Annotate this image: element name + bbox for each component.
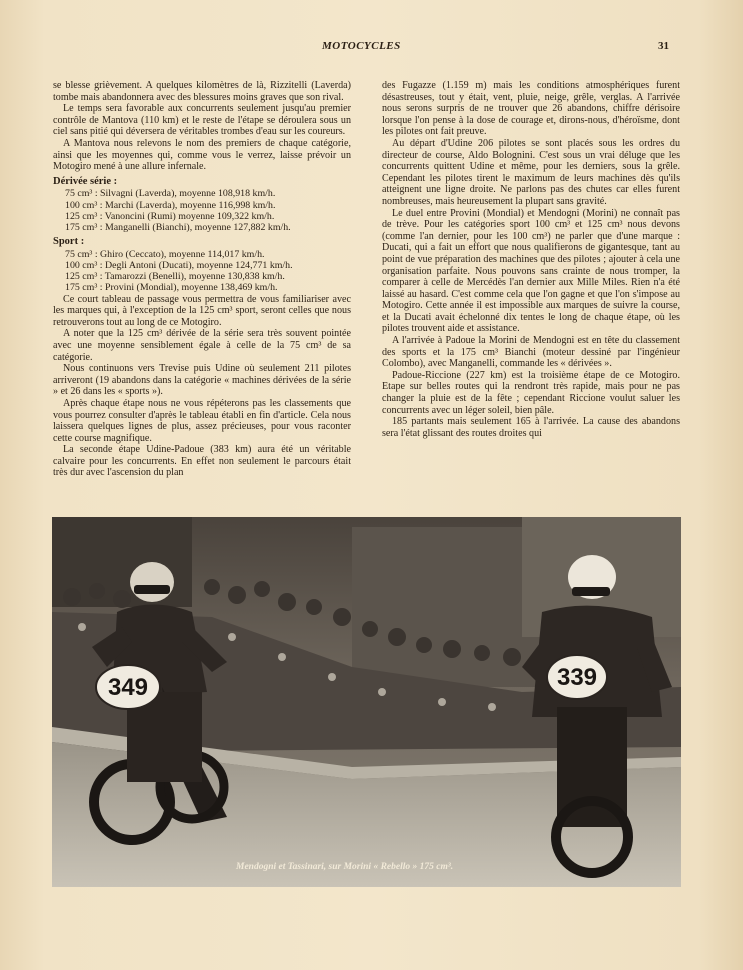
- paragraph: A noter que la 125 cm³ dérivée de la série sera très souvent pointée avec une moyenne sensiblement égale à celle de la 75 cm³ de sa catégorie.: [53, 328, 351, 363]
- paragraph: A Mantova nous relevons le nom des premiers de chaque catégorie, ainsi que les moyennes qui, comme vous le verrez, laisse prévoir un Motogiro mené à une allure infernale.: [53, 137, 351, 173]
- race-number-right: 339: [556, 664, 598, 691]
- magazine-title: MOTOCYCLES: [322, 40, 401, 52]
- paragraph: 185 partants mais seulement 165 à l'arrivée. La cause des abandons sera l'état glissant des routes droites qui: [382, 416, 680, 439]
- paragraph: Le duel entre Provini (Mondial) et Mendogni (Morini) ne connaît pas de trève. Pour les catégories sport 100 cm³ et 125 cm³ nous devons (comme l'an dernier, pour les 100 cm³) ne parler que d'une marque : Ducati, qui a fait un effort que nous qualifierons de gigantesque, tant au point de vue préparation des machines que des pilotes ; ajouter à cela une organisation parfaite. Nous pouvons sans crainte de nous tromper, la comparer à celle de Mercédès l'an dernier aux Mille Miles. Rien n'a été laissé au hasard. C'est comme cela que l'on gagne et que l'on s'impose au Motogiro. Cette année il est impossible aux marques de suivre la course, et la Ducati avait échelonné dix tentes le long de chaque étape, où les pilotes trouvent aide et assistance.: [382, 207, 680, 335]
- result-line: 75 cm³ : Ghiro (Ceccato), moyenne 114,017 km/h.: [65, 248, 265, 260]
- paragraph: Padoue-Riccione (227 km) est la troisième étape de ce Motogiro. Etape sur belles routes qui la rendront très rapide, mais pour ne pas changer la pluie est de la fête ; cependant Riccione voulut saluer les concurrents avec un léger soleil, bien pâle.: [382, 369, 680, 416]
- paragraph: Le temps sera favorable aux concurrents seulement jusqu'au premier contrôle de Mantova (110 km) et le reste de l'étape se déroulera sous un ciel sans pitié qui déversera de véritables trombes d'eau sur les coureurs.: [53, 103, 351, 138]
- paragraph: se blesse grièvement. A quelques kilomètres de là, Rizzitelli (Laverda) tombe mais abandonnera avec des blessures moins graves que son rival.: [53, 80, 351, 103]
- page-number: 31: [658, 40, 669, 52]
- running-head: [0, 40, 743, 54]
- race-photo: [52, 517, 681, 887]
- paragraph: La seconde étape Udine-Padoue (383 km) aura été un véritable calvaire pour les concurrents. En effet non seulement le parcours était très dur avec l'ascension du plan: [53, 444, 351, 479]
- paragraph: Ce court tableau de passage vous permettra de vous familiariser avec les marques qui, à l'exception de la 125 cm³ sport, seront celles que nous retrouverons tout au long de ce Motogiro.: [53, 293, 351, 328]
- result-line: 175 cm³ : Provini (Mondial), moyenne 138,469 km/h.: [65, 282, 278, 294]
- paragraph: Au départ d'Udine 206 pilotes se sont placés sous les ordres du directeur de course, Aldo Bolognini. C'est sous un vrai déluge que les concurrents quittent Udine et même, pour les derniers, sous la grêle. Cependant les pilotes tirent le maximum de leurs machines dès qu'ils atteignent une ligne droite. Ne parlons pas des chutes car elles furent nombreuses, mais heureusement la plupart sans gravité.: [382, 137, 680, 207]
- derivee-heading: Dérivée série :: [53, 175, 118, 187]
- paragraph: Nous continuons vers Trevise puis Udine où seulement 211 pilotes arriveront (19 abandons dans la catégorie « machines dérivées de la série » et 26 dans les « sports »).: [53, 363, 351, 398]
- result-line: 75 cm³ : Silvagni (Laverda), moyenne 108,918 km/h.: [65, 188, 276, 200]
- sport-heading: Sport :: [53, 236, 85, 248]
- result-line: 100 cm³ : Marchi (Laverda), moyenne 116,998 km/h.: [65, 199, 276, 211]
- race-number-left: 349: [107, 674, 149, 701]
- paragraph: A l'arrivée à Padoue la Morini de Mendogni est en tête du classement des sports et la 175 cm³ Bianchi (moteur dessiné par l'ingénieur Colombo), avec Manganelli, commande les « dérivées ».: [382, 335, 680, 370]
- result-line: 100 cm³ : Degli Antoni (Ducati), moyenne 124,771 km/h.: [65, 259, 293, 271]
- right-column: [382, 80, 680, 439]
- paragraph: des Fugazze (1.159 m) mais les conditions atmosphériques furent désastreuses, tout y était, vent, pluie, neige, grêle, verglas. A l'arrivée nous serons surpris de ne trouver que 26 abandons, chiffre dérisoire lorsque l'on pense à la dose de courage et, dirons-nous, d'héroïsme, dont les pilotes ont fait preuve.: [382, 80, 680, 138]
- race-photo-illustration: [52, 517, 681, 887]
- paragraph: Après chaque étape nous ne vous répéterons pas les classements que vous pourrez consulter d'après le tableau établi en fin d'article. Cela nous laissera quelques lignes de plus, assez précieuses, pour vous raconter cette course magnifique.: [53, 397, 351, 444]
- left-column: [53, 80, 351, 479]
- result-line: 125 cm³ : Vanoncini (Rumi) moyenne 109,322 km/h.: [65, 210, 275, 222]
- result-line: 125 cm³ : Tamarozzi (Benelli), moyenne 130,838 km/h.: [65, 271, 285, 283]
- photo-caption: Mendogni et Tassinari, sur Morini « Rebello » 175 cm³.: [236, 862, 454, 872]
- result-line: 175 cm³ : Manganelli (Bianchi), moyenne 127,882 km/h.: [65, 221, 291, 233]
